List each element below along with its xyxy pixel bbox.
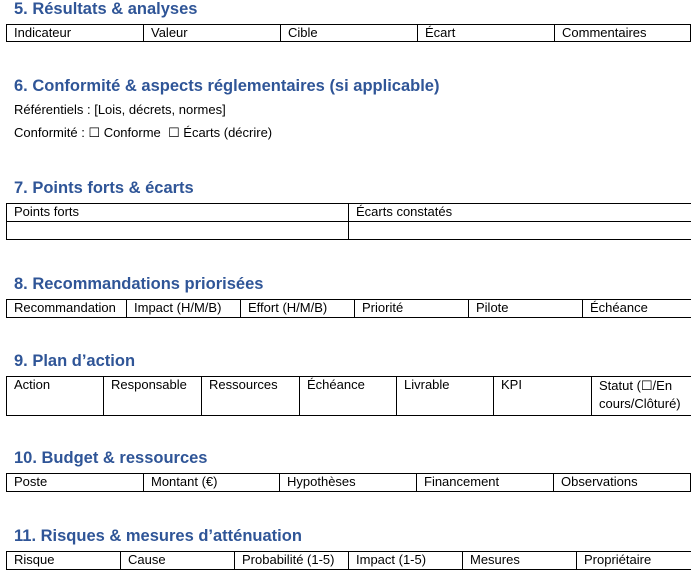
column-header: Commentaires (555, 25, 691, 42)
recommendations-table (6, 299, 691, 318)
section-10-title: 10. Budget & ressources (14, 449, 208, 467)
section-5-title: 5. Résultats & analyses (14, 0, 198, 18)
table-header-row (7, 552, 691, 570)
column-header: Risque (7, 552, 121, 570)
column-header: Valeur (144, 25, 281, 42)
table-cell-empty[interactable] (349, 222, 691, 240)
column-header: KPI (494, 377, 592, 416)
column-header: Mesures (463, 552, 577, 570)
column-header: Effort (H/M/B) (241, 300, 355, 318)
section-9-title: 9. Plan d’action (14, 352, 136, 370)
column-header: Responsable (104, 377, 202, 416)
referentials-line: Référentiels : [Lois, décrets, normes] (14, 102, 226, 117)
column-header: Écart (418, 25, 555, 42)
results-table (6, 24, 691, 42)
column-header: Cible (281, 25, 418, 42)
column-header: Indicateur (7, 25, 144, 42)
table-header-row (7, 300, 691, 318)
section-6-title: 6. Conformité & aspects réglementaires (si applicable) (14, 77, 440, 95)
column-header: Recommandation (7, 300, 127, 318)
column-header: Échéance (300, 377, 397, 416)
deviations-checkbox[interactable]: ☐ Écarts (décrire) (168, 125, 273, 140)
table-cell-empty[interactable] (7, 222, 349, 240)
table-header-row (7, 474, 691, 492)
column-header: Échéance (583, 300, 691, 318)
column-header: Hypothèses (280, 474, 417, 492)
action-plan-table (6, 376, 691, 416)
table-header-row (7, 204, 691, 222)
column-header: Ressources (202, 377, 300, 416)
section-8-title: 8. Recommandations priorisées (14, 275, 264, 293)
conformity-label: Conformité : (14, 125, 89, 140)
column-header: Livrable (397, 377, 494, 416)
column-header: Points forts (7, 204, 349, 222)
section-11-title: 11. Risques & mesures d’atténuation (14, 527, 302, 545)
column-header: Observations (554, 474, 691, 492)
compliant-checkbox[interactable]: ☐ Conforme (88, 125, 161, 140)
budget-table (6, 473, 691, 492)
column-header: Financement (417, 474, 554, 492)
section-7-title: 7. Points forts & écarts (14, 179, 194, 197)
column-header: Poste (7, 474, 144, 492)
column-header: Priorité (355, 300, 469, 318)
column-header: Impact (H/M/B) (127, 300, 241, 318)
column-header: Pilote (469, 300, 583, 318)
table-row (7, 222, 691, 240)
column-header: Montant (€) (144, 474, 280, 492)
column-header: Propriétaire (577, 552, 691, 570)
column-header: Cause (121, 552, 235, 570)
column-header: Action (7, 377, 104, 416)
column-header: Impact (1-5) (349, 552, 463, 570)
risks-table (6, 551, 691, 570)
column-header: Écarts constatés (349, 204, 691, 222)
column-header: Probabilité (1-5) (235, 552, 349, 570)
conformity-line (14, 125, 272, 141)
strengths-table (6, 203, 691, 240)
table-header-row (7, 377, 691, 416)
table-header-row (7, 25, 691, 42)
column-header: Statut (☐/En cours/Clôturé) (592, 377, 691, 416)
